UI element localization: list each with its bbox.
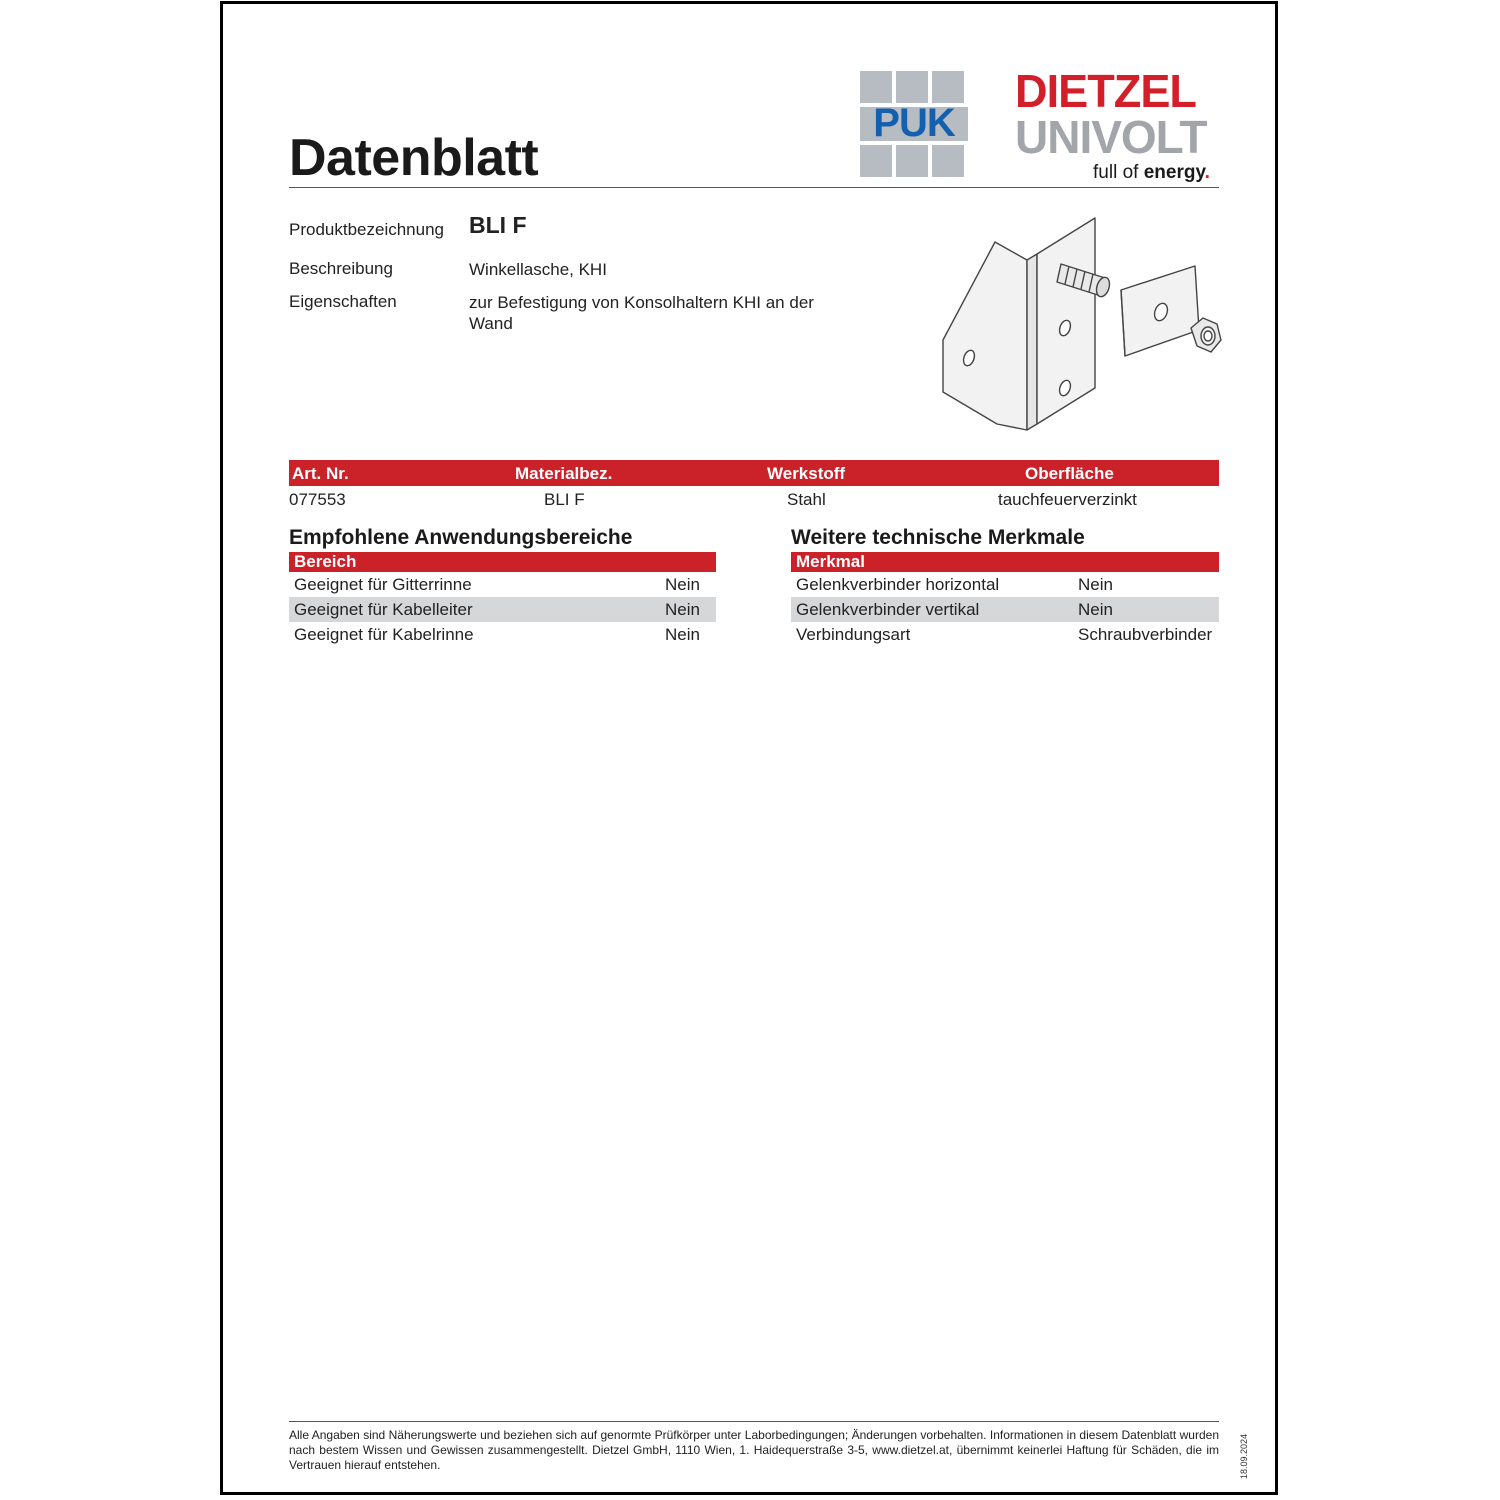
table-row <box>289 597 716 622</box>
application-name: Geeignet für Kabelleiter <box>294 600 473 619</box>
cell-material: Stahl <box>787 490 826 509</box>
table-row <box>791 597 1219 622</box>
tagline-bold: energy <box>1143 162 1205 183</box>
table-row <box>791 572 1219 597</box>
product-label: Produktbezeichnung <box>289 220 445 239</box>
description-value: Winkellasche, KHI <box>469 260 607 279</box>
feature-value: Nein <box>1078 575 1113 594</box>
page-title: Datenblatt <box>289 129 539 187</box>
logo-tagline <box>1093 162 1210 184</box>
issue-date: 18.09.2024 <box>1239 1434 1249 1480</box>
feature-value: Nein <box>1078 600 1113 619</box>
title-divider <box>289 187 1219 188</box>
cell-surface: tauchfeuerverzinkt <box>998 490 1137 509</box>
product-value: BLI F <box>469 212 527 238</box>
cell-article-number: 077553 <box>289 490 346 509</box>
feature-name: Gelenkverbinder vertikal <box>796 600 980 619</box>
applications-header-label: Bereich <box>294 552 357 571</box>
features-header-label: Merkmal <box>796 552 865 571</box>
properties-label: Eigenschaften <box>289 292 397 311</box>
col-article-number: Art. Nr. <box>292 464 349 483</box>
application-value: Nein <box>665 600 700 619</box>
article-table-row <box>289 486 1219 512</box>
table-row <box>791 622 1219 647</box>
tagline-dot: . <box>1204 162 1210 183</box>
features-title: Weitere technische Merkmale <box>791 526 1085 549</box>
univolt-logo-text: UNIVOLT <box>1015 111 1207 163</box>
tagline-light: full of <box>1093 162 1144 183</box>
application-name: Geeignet für Gitterrinne <box>294 575 472 594</box>
feature-name: Verbindungsart <box>796 625 911 644</box>
table-row <box>289 622 716 647</box>
col-surface: Oberfläche <box>1025 464 1114 483</box>
description-label: Beschreibung <box>289 259 393 278</box>
properties-value: zur Befestigung von Konsolhaltern KHI an der Wand <box>469 293 814 333</box>
application-name: Geeignet für Kabelrinne <box>294 625 474 644</box>
col-material: Werkstoff <box>767 464 846 483</box>
article-table-header <box>289 460 1219 486</box>
application-value: Nein <box>665 625 700 644</box>
puk-logo <box>860 71 968 179</box>
footer-disclaimer: Alle Angaben sind Näherungswerte und beziehen sich auf genormte Prüfkörper unter Laborbedingungen; Änderungen vorbehalten. Informationen in diesem Datenblatt wurden nach bestem Wissen und Gewissen zusammengestellt. Dietzel GmbH, 1110 Wien, 1. Haidequerstraße 3-5, www.dietzel.at, übernimmt keinerlei Haftung für Schäden, die im Vertrauen hierauf entstehen. <box>289 1428 1219 1472</box>
application-value: Nein <box>665 575 700 594</box>
datasheet-page <box>220 1 1278 1495</box>
cell-material-designation: BLI F <box>544 490 585 509</box>
dietzel-logo-text: DIETZEL <box>1015 65 1196 117</box>
feature-name: Gelenkverbinder horizontal <box>796 575 1000 594</box>
table-row <box>289 572 716 597</box>
col-material-designation: Materialbez. <box>515 464 613 483</box>
product-drawing <box>935 212 1225 437</box>
applications-title: Empfohlene Anwendungsbereiche <box>289 526 633 549</box>
features-header <box>791 552 1219 572</box>
applications-header <box>289 552 716 572</box>
feature-value: Schraubverbinder <box>1078 625 1213 644</box>
footer-divider <box>289 1421 1219 1422</box>
puk-logo-text: PUK <box>873 101 955 145</box>
